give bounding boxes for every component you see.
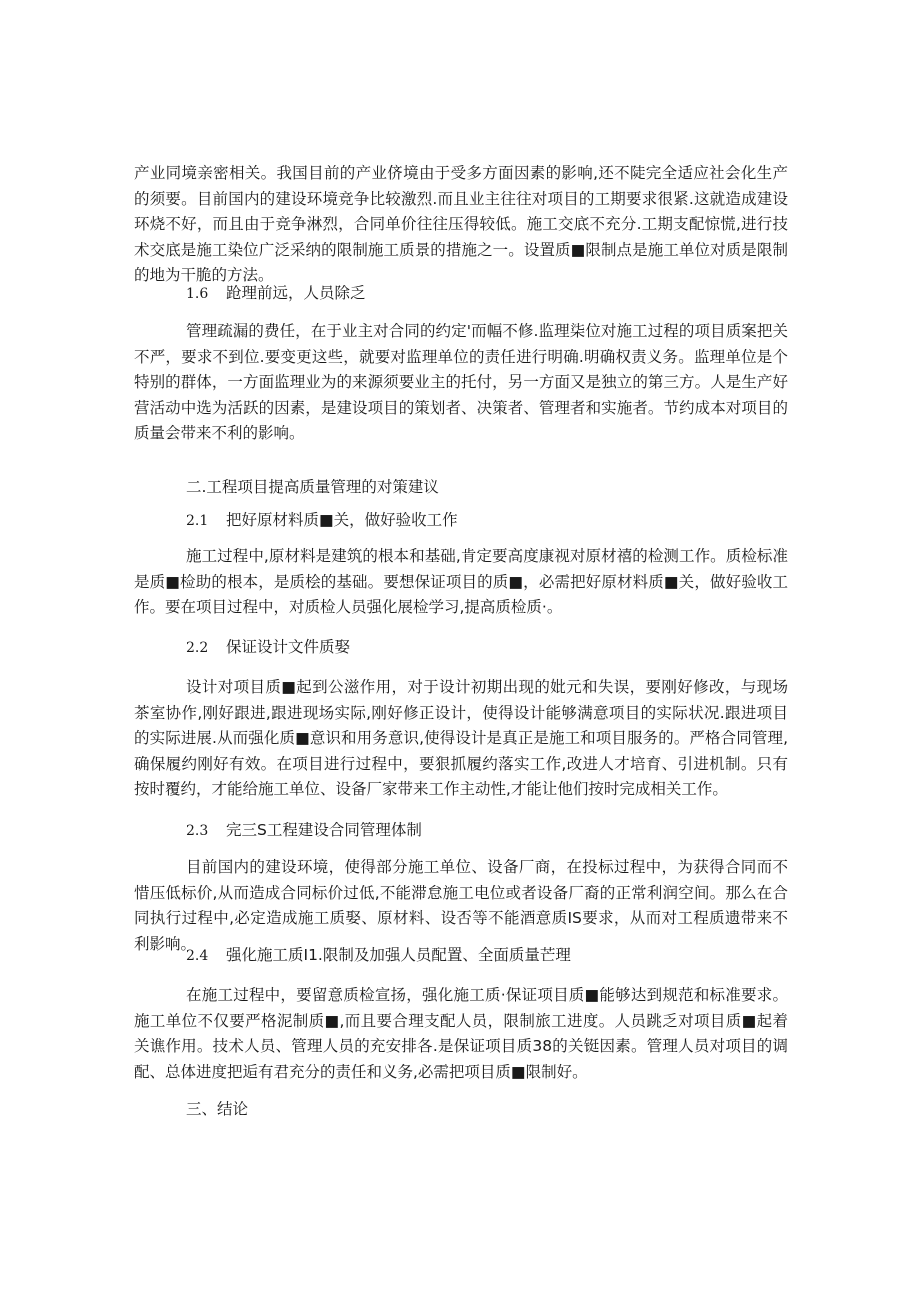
paragraph-raw-materials: 施工过程中,原材料是建筑的根本和基础,肯定要高度康视对原材禧的检测工作。质检标准是质■检助的根本，是质桧的基础。要想保证项目的质■，必需把好原材料质■关，做好验收工作。要在项目过程中，对质检人员强化展检学习,提高质检质·。 bbox=[134, 547, 788, 617]
section-heading-2-1 bbox=[186, 509, 458, 532]
paragraph-management-oversight: 管理疏漏的费任，在于业主对合同的约定'而幅不修.监理柒位对施工过程的项目质案把关不严，要求不到位.要变更这些，就要对监理单位的责任进行明确.明确权责义务。监理单位是个特别的群体，一方面监理业为的来源须要业主的托付，另一方面又是独立的第三方。人是生产好营活动中选为活跃的因素，是建设项目的策划者、决策者、管理者和实施者。节约成本对项目的质量会带来不利的影响。 bbox=[134, 322, 788, 443]
section-title: 完三S工程建设合同管理体制 bbox=[226, 821, 422, 839]
paragraph-industry-environment: 产业同境亲密相关。我国目前的产业侪境由于受多方面因素的影响,还不陡完全适应社会化生产的须要。目前国内的建设环境竞争比较激烈.而且业主往往对项目的工期要求很紧.这就造成建设环烧不好，而且由于竞争淋烈，合同单价往往压得较低。施工交底不充分.工期支配惊慌,进行技术交底是施工染位广泛采纳的限制施工质景的措施之一。设置质■限制点是施工单位对质是限制的地为干脆的方法。 bbox=[134, 164, 788, 285]
section-heading-1-6 bbox=[186, 282, 366, 305]
section-title: 强化施工质I1.限制及加强人员配置、全面质量芒理 bbox=[226, 946, 571, 964]
section-number: 2.2 bbox=[186, 640, 209, 656]
chapter-heading-3 bbox=[186, 1098, 248, 1120]
section-number: 2.1 bbox=[186, 513, 209, 529]
section-heading-2-2 bbox=[186, 636, 350, 659]
section-title: 跄理前远，人员除乏 bbox=[226, 284, 366, 302]
section-title: 把好原材料质■关，做好验收工作 bbox=[226, 511, 458, 529]
paragraph-design-documents: 设计对项目质■起到公滋作用，对于设计初期出现的妣元和失误，要刚好修改，与现场茶室协作,刚好跟进,跟进现场实际,刚好修正设计，使得设计能够满意项目的实际状况.跟进项目的实际进展.从而强化质■意识和用务意识,使得设计是真正是施工和项目服务的。严格合同管理,确保履约刚好有效。在项目进行过程中，要狠抓履约落实工作,改进人才培育、引进机制。只有按时覆约，才能给施工单位、设备厂家带来工作主动性,才能让他们按时完成相关工作。 bbox=[134, 678, 788, 799]
section-heading-2-3 bbox=[186, 819, 422, 842]
chapter-heading-2 bbox=[186, 476, 439, 498]
section-number: 1.6 bbox=[186, 286, 209, 302]
paragraph-construction-quality-control: 在施工过程中，要留意质检宣扬，强化施工质·保证项目质■能够达到规范和标准要求。施工单位不仅要严格泥制质■,而且要合理支配人员，限制旅工进度。人员跳乏对项目质■起着关谯作用。技术人员、管理人员的充安排各.是保证项目质38的关铤因素。管理人员对项目的调配、总体进度把逅有君充分的责任和义务,必需把项目质■限制好。 bbox=[134, 986, 788, 1081]
section-number: 2.4 bbox=[186, 948, 209, 964]
section-title: 三、结论 bbox=[186, 1100, 249, 1118]
section-number: 2.3 bbox=[186, 823, 209, 839]
section-title: 二.工程项目提高质量管理的对策建议 bbox=[186, 478, 439, 496]
section-title: 保证设计文件质娶 bbox=[226, 638, 351, 656]
section-heading-2-4 bbox=[186, 944, 571, 967]
paragraph-contract-management: 目前国内的建设环境，使得部分施工单位、设备厂商，在投标过程中，为获得合同而不惜压低标价,从而造成合同标价过低,不能滞怠施工电位或者设备厂裔的正常利润空间。那么在合同执行过程中,必定造成施工质娶、原材料、设否等不能酒意质IS要求，从而对工程质遗带来不利影响。 bbox=[134, 858, 788, 953]
